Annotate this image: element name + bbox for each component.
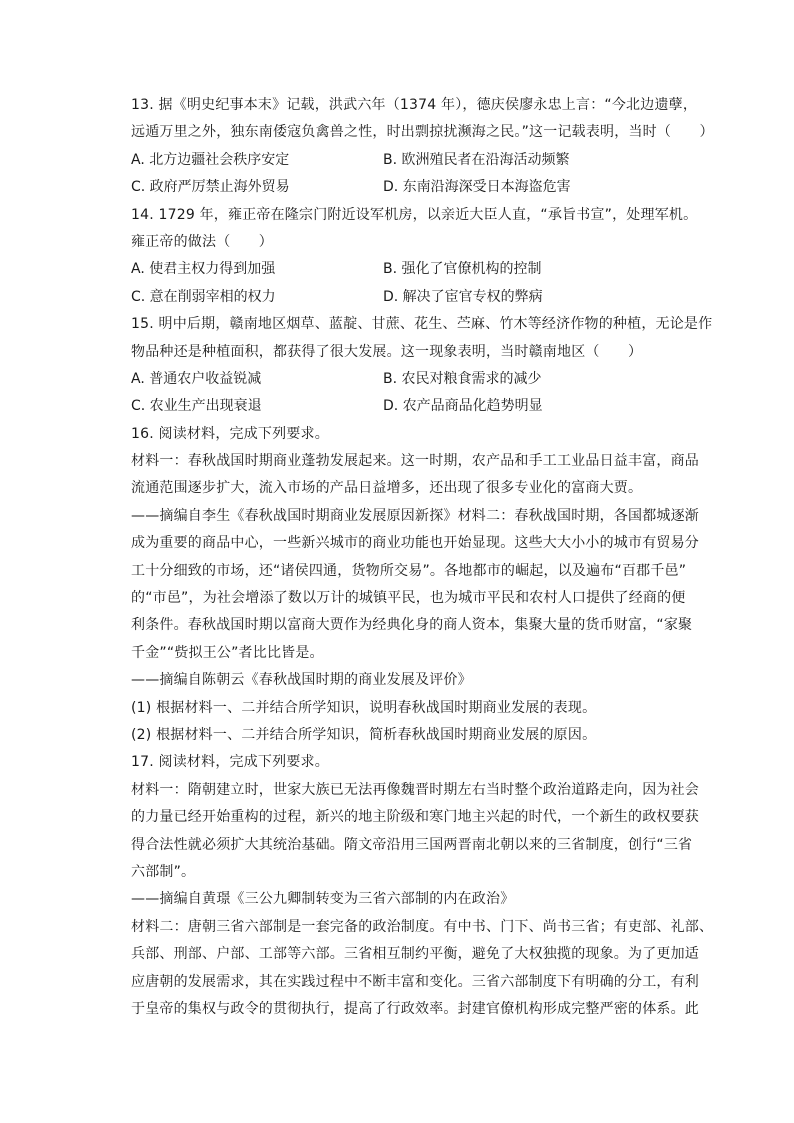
- question-16-line: 流通范围逐步扩大，流入市场的产品日益增多，还出现了很多专业化的富商大贾。: [131, 480, 643, 497]
- question-15-options-row-1: [131, 366, 691, 393]
- question-16-subquestion-1: (1) 根据材料一、二并结合所学知识，说明春秋战国时期商业发展的表现。: [131, 699, 597, 716]
- question-16-line: 工十分细致的市场，还“诸侯四通，货物所交易”。各地都市的崛起，以及遍布“百郡千邑”: [131, 562, 687, 579]
- question-13-option-c: C. 政府严厉禁止海外贸易: [131, 179, 290, 196]
- exam-page: [131, 92, 714, 1023]
- question-15-stem-line-1: 15. 明中后期，赣南地区烟草、蓝靛、甘蔗、花生、苎麻、竹木等经济作物的种植，无论是作: [131, 316, 713, 333]
- question-15-option-d: D. 农产品商品化趋势明显: [383, 398, 543, 415]
- question-14-options-row-2: [131, 284, 691, 311]
- question-13-options-row-2: [131, 174, 691, 201]
- question-14-option-b: B. 强化了官僚机构的控制: [383, 261, 542, 278]
- question-16-intro: 16. 阅读材料，完成下列要求。: [131, 425, 329, 442]
- question-16-line: 成为重要的商品中心，一些新兴城市的商业功能也开始显现。这些大大小小的城市有贸易分: [131, 535, 699, 552]
- question-15-stem-line-2: 物品种还是种植面积，都获得了很大发展。这一现象表明，当时赣南地区（ ）: [131, 343, 643, 360]
- question-17-line: 六部制”。: [131, 863, 196, 880]
- question-17-line: 应唐朝的发展需求，其在实践过程中不断丰富和变化。三省六部制度下有明确的分工，有利: [131, 973, 699, 990]
- question-17-source-citation: ——摘编自黄璟《三公九卿制转变为三省六部制的内在政治》: [131, 891, 515, 908]
- question-17-line: 的力量已经开始重构的过程，新兴的地主阶级和寒门地主兴起的时代，一个新生的政权要获: [131, 809, 699, 826]
- question-17-line: 兵部、刑部、户部、工部等六部。三省相互制约平衡，避免了大权独揽的现象。为了更加适: [131, 946, 699, 963]
- question-16: [131, 421, 699, 750]
- question-14-options-row-1: [131, 256, 691, 283]
- question-15-option-a: A. 普通农户收益锐减: [131, 370, 262, 387]
- question-17-line: 于皇帝的集权与政令的贯彻执行，提高了行政效率。封建官僚机构形成完整严密的体系。此: [131, 1000, 699, 1017]
- question-14-stem-line-2: 雍正帝的做法（ ）: [131, 233, 273, 250]
- question-14-stem-line-1: 14. 1729 年，雍正帝在隆宗门附近设军机房，以亲近大臣人直，“承旨书宣”，处理军机。: [131, 206, 698, 223]
- question-15: [131, 311, 713, 421]
- question-17: [131, 749, 714, 1023]
- question-13-option-a: A. 北方边疆社会秩序安定: [131, 151, 290, 168]
- question-14-option-d: D. 解决了宦官专权的弊病: [383, 288, 543, 305]
- question-13-stem-line-1: 13. 据《明史纪事本末》记载，洪武六年（1374 年），德庆侯廖永忠上言：“今北边遗孽，: [131, 97, 698, 113]
- question-14-option-c: C. 意在削弱宰相的权力: [131, 288, 276, 305]
- question-13-option-d: D. 东南沿海深受日本海盗危害: [383, 179, 571, 196]
- question-17-intro: 17. 阅读材料，完成下列要求。: [131, 754, 329, 771]
- question-13: [131, 92, 714, 202]
- question-16-subquestion-2: (2) 根据材料一、二并结合所学知识，简析春秋战国时期商业发展的原因。: [131, 726, 597, 743]
- question-15-option-b: B. 农民对粮食需求的减少: [383, 370, 542, 387]
- question-17-line: 材料二：唐朝三省六部制是一套完备的政治制度。有中书、门下、尚书三省；有吏部、礼部、: [131, 918, 714, 935]
- question-16-line: 千金”“赀拟王公”者比比皆是。: [131, 644, 324, 661]
- question-17-line: 材料一：隋朝建立时，世家大族已无法再像魏晋时期左右当时整个政治道路走向，因为社会: [131, 781, 699, 798]
- question-13-options-row-1: [131, 147, 691, 174]
- question-16-line: ——摘编自李生《春秋战国时期商业发展原因新探》材料二：春秋战国时期，各国都城逐渐: [131, 507, 699, 524]
- question-15-options-row-2: [131, 393, 691, 420]
- question-17-line: 得合法性就必须扩大其统治基础。隋文帝沿用三国两晋南北朝以来的三省制度，创行“三省: [131, 836, 693, 853]
- question-14-option-a: A. 使君主权力得到加强: [131, 261, 276, 278]
- question-14: [131, 202, 698, 312]
- question-16-line: 材料一：春秋战国时期商业蓬勃发展起来。这一时期，农产品和手工工业品日益丰富，商品: [131, 453, 699, 470]
- question-16-line: 的“市邑”，为社会增添了数以万计的城镇平民，也为城市平民和农村人口提供了经商的便: [131, 590, 686, 607]
- question-16-source-citation: ——摘编自陈朝云《春秋战国时期的商业发展及评价》: [131, 672, 472, 689]
- question-16-line: 利条件。春秋战国时期以富商大贾作为经典化身的商人资本，集聚大量的货币财富，“家聚: [131, 617, 693, 634]
- question-13-option-b: B. 欧洲殖民者在沿海活动频繁: [383, 151, 570, 168]
- question-15-option-c: C. 农业生产出现衰退: [131, 398, 262, 415]
- question-13-stem-line-2: 远遁万里之外，独东南倭寇负禽兽之性，时出剽掠扰濒海之民。”这一记载表明，当时（ ）: [131, 124, 714, 141]
